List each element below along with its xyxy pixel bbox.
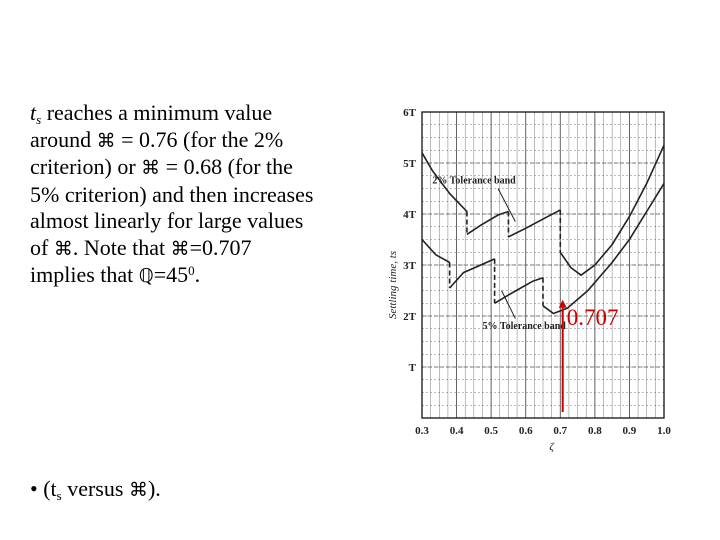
description-paragraph: [30, 100, 320, 290]
x-tick-label: 0.4: [449, 425, 464, 437]
bullet-caption: • ($t_s$ versus ⌘).: [30, 476, 161, 503]
settling-time-chart: [378, 100, 678, 452]
phi-symbol: ℚ: [138, 265, 154, 287]
desc-text-2: = 0.76 (for the 2% criterion) or: [30, 126, 284, 179]
chart-grid: [422, 112, 664, 418]
desc-text-5: =0.707 implies that: [30, 234, 252, 287]
y-tick-label: 6T: [403, 107, 416, 119]
zeta-symbol: ⌘: [141, 157, 161, 179]
x-tick-label: 1.0: [657, 425, 671, 437]
series-1-segment: [467, 212, 509, 235]
y-tick-label: 3T: [403, 260, 416, 272]
x-tick-label: 0.3: [415, 425, 429, 437]
ts-symbol: $t_s$: [50, 476, 62, 503]
desc-text-3: = 0.68 (for the 5% criterion) and then increases almost linearly for large values of: [30, 154, 314, 260]
annotation-5pct: 5% Tolerance band: [482, 320, 566, 332]
y-tick-label: T: [408, 362, 416, 374]
chart-axes: [387, 107, 671, 452]
chart-marker: [559, 300, 619, 412]
x-tick-label: 0.7: [553, 425, 568, 437]
series-2-segment: [422, 240, 450, 263]
zeta-symbol: ⌘: [53, 237, 73, 260]
ts-symbol: $t_s$: [30, 100, 42, 127]
y-tick-label: 4T: [403, 209, 416, 221]
x-tick-label: 0.6: [518, 425, 533, 437]
desc-text-6: =45: [153, 262, 189, 287]
desc-text-7: .: [194, 262, 201, 287]
degree-superscript: 0: [188, 263, 195, 278]
y-tick-label: 5T: [403, 158, 416, 170]
marker-label: 0.707: [566, 305, 619, 331]
y-tick-label: 2T: [403, 311, 416, 323]
desc-text-4: . Note that: [72, 234, 171, 260]
x-axis-label: ζ: [549, 441, 554, 452]
y-axis-label: Settling time, ts: [387, 250, 399, 320]
x-tick-label: 0.8: [587, 425, 602, 437]
zeta-symbol: ⌘: [128, 479, 148, 501]
zeta-symbol: ⌘: [96, 129, 116, 152]
annotation-pointer: [498, 189, 515, 222]
x-tick-label: 0.9: [622, 425, 637, 437]
x-tick-label: 0.5: [484, 425, 499, 437]
zeta-symbol: ⌘: [170, 237, 190, 260]
annotation-2pct: 2% Tolerance band: [432, 175, 516, 187]
desc-text-1: reaches a minimum value around: [30, 100, 273, 152]
